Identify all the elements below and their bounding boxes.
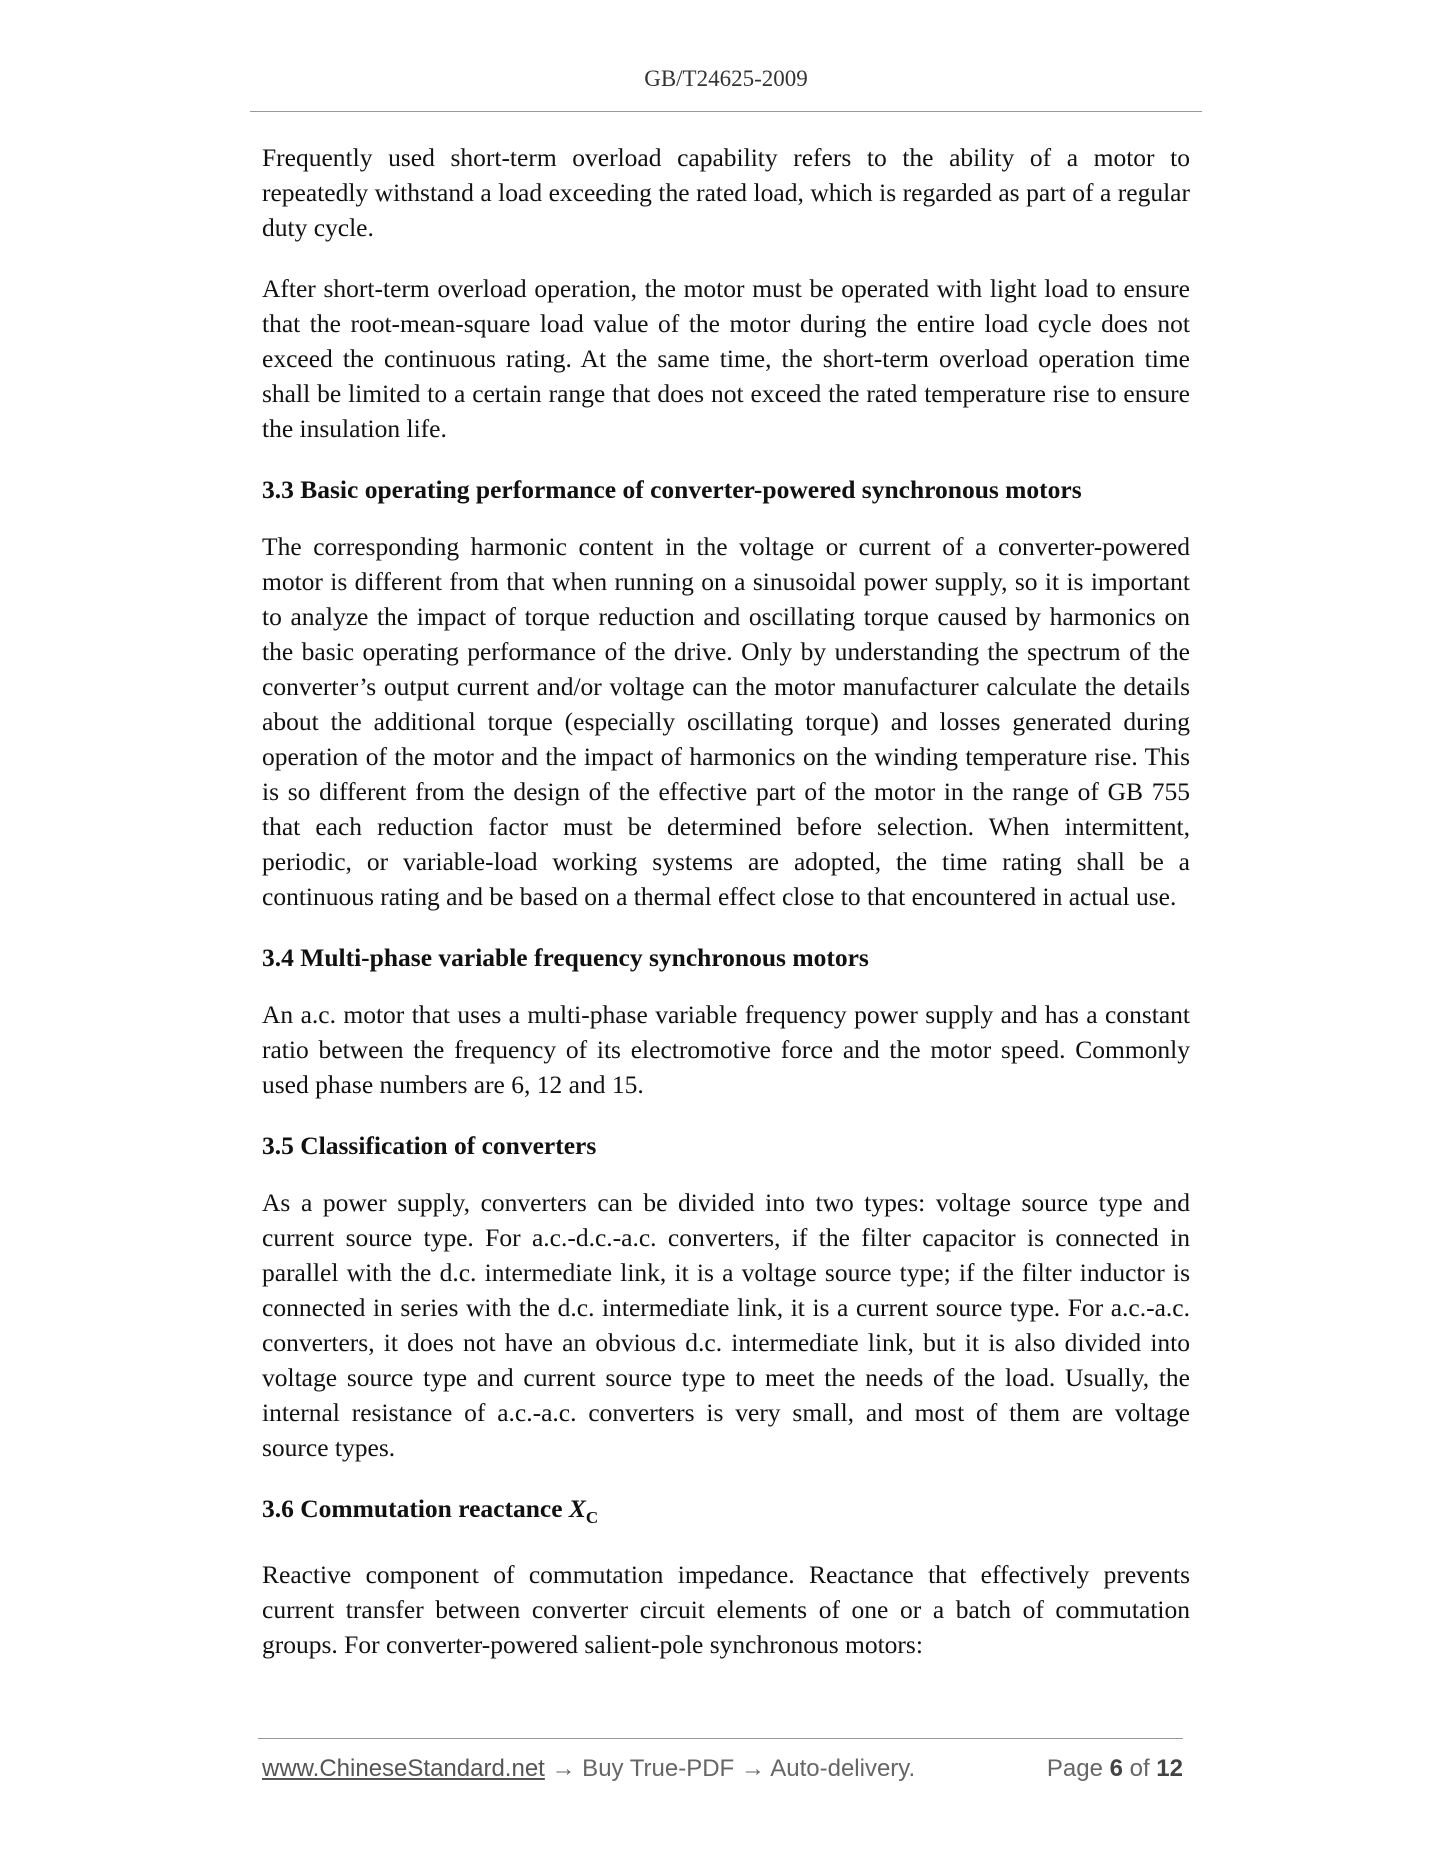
page-total: 12 [1156,1755,1183,1782]
section-heading-3-3: 3.3 Basic operating performance of converter-powered synchronous motors [262,475,1082,504]
header-divider [250,111,1202,112]
document-body [262,140,1190,1688]
page-indicator [1047,1755,1183,1783]
reactance-symbol: X [568,1494,586,1523]
paragraph-overload-capability: Frequently used short-term overload capability refers to the ability of a motor to repeatedly withstand a load exceeding the rated load, which is regarded as part of a regular duty cycle. [262,143,1190,242]
of-word: of [1122,1755,1157,1782]
section-heading-3-6-text: 3.6 Commutation reactance [262,1494,569,1523]
section-heading-3-5: 3.5 Classification of converters [262,1131,597,1160]
paragraph-multi-phase-motors: An a.c. motor that uses a multi-phase variable frequency power supply and has a constant ratio between the frequency of its electromotive force and the motor speed. Commonly used phase numbers are 6, 12 and 15. [262,1000,1190,1099]
footer-promo-text: → Buy True-PDF → Auto-delivery. [544,1755,916,1782]
section-heading-3-6 [262,1491,1190,1535]
paragraph-commutation-reactance: Reactive component of commutation impedance. Reactance that effectively prevents current transfer between converter circuit elements of one or a batch of commutation groups. For converter-powered salient-pole synchronous motors: [262,1560,1190,1660]
page-number: 6 [1109,1755,1123,1782]
reactance-subscript: C [585,1508,599,1528]
section-heading-3-4: 3.4 Multi-phase variable frequency synchronous motors [262,943,869,972]
footer-promo [262,1755,915,1783]
document-header-title: GB/T24625-2009 [644,66,808,91]
site-link[interactable]: www.ChineseStandard.net [262,1755,545,1782]
page-word: Page [1046,1755,1110,1782]
paragraph-overload-operation: After short-term overload operation, the motor must be operated with light load to ensure that the root-mean-square load value of the motor during the entire load cycle does not exceed the continuous rating. At the same time, the short-term overload operation time shall be limited to a certain range that does not exceed the rated temperature rise to ensure the insulation life. [262,274,1190,443]
paragraph-operating-performance: The corresponding harmonic content in the voltage or current of a converter-powered motor is different from that when running on a sinusoidal power supply, so it is important to analyze the impact of torque reduction and oscillating torque caused by harmonics on the basic operating performance of the drive. Only by understanding the spectrum of the converter’s output current and/or voltage can the motor manufacturer calculate the details about the additional torque (especially oscillating torque) and losses generated during operation of the motor and the impact of harmonics on the winding temperature rise. This is so different from the design of the effective part of the motor in the range of GB 755 that each reduction factor must be determined before selection. When intermittent, periodic, or variable-load working systems are adopted, the time rating shall be a continuous rating and be based on a thermal effect close to that encountered in actual use. [262,532,1190,911]
footer-divider [258,1738,1183,1739]
paragraph-converter-classification: As a power supply, converters can be divided into two types: voltage source type and current source type. For a.c.-d.c.-a.c. converters, if the filter capacitor is connected in parallel with the d.c. intermediate link, it is a voltage source type; if the filter inductor is connected in series with the d.c. intermediate link, it is a current source type. For a.c.-a.c. converters, it does not have an obvious d.c. intermediate link, but it is also divided into voltage source type and current source type to meet the needs of the load. Usually, the internal resistance of a.c.-a.c. converters is very small, and most of them are voltage source types. [262,1188,1190,1462]
